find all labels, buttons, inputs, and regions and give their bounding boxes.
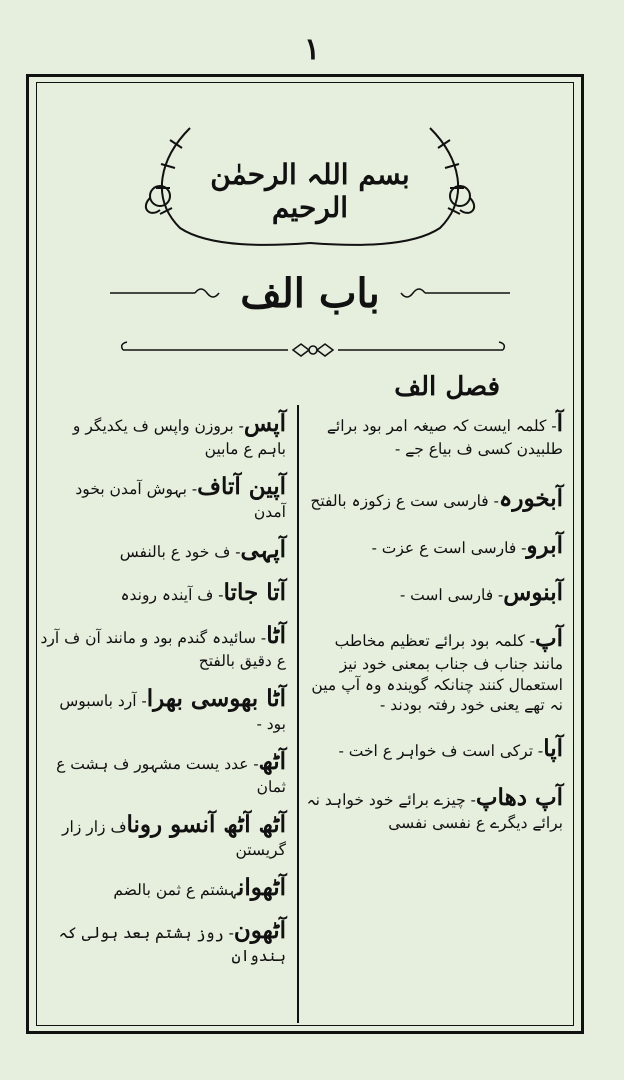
headword: آبرو [526, 531, 563, 559]
definition: - فارسی است - [400, 585, 504, 604]
headword: آپ [534, 625, 563, 653]
headword: آبنوس [503, 578, 563, 606]
chapter-heading [100, 268, 520, 318]
dictionary-entry [40, 622, 286, 671]
definition: - ف خود ع بالنفس [119, 543, 241, 562]
dictionary-entry [40, 685, 286, 734]
headword: آپا [543, 735, 563, 763]
headword: آٹا [266, 621, 286, 649]
dictionary-entry [305, 410, 563, 459]
right-column [305, 410, 573, 833]
definition: - ترکی است ف خواہر ع اخت - [338, 742, 544, 761]
dictionary-entry [40, 473, 286, 522]
dictionary-entry [40, 536, 286, 565]
page-number: ۱ [303, 32, 321, 67]
headword: آٹھ آٹھ آنسو رونا [126, 811, 286, 839]
dictionary-entry [40, 410, 286, 459]
chapter-title: باب الف [240, 270, 380, 317]
definition: - کلمہ بود برائے تعظیم مخاطب مانند جناب ف جناب بمعنی خود نیز استعمال کنند چنانکہ گویندہ وہ آپ مین نہ تھے یعنی خود رفتہ بودند - [311, 632, 563, 714]
definition: ف زار زار گریستن [62, 818, 286, 859]
dictionary-entry [305, 735, 563, 764]
dictionary-entry [305, 532, 563, 561]
headword: آ [556, 410, 563, 437]
headword: آٹھ [258, 748, 286, 775]
definition: - روز ہشتم بعد ہولی کہ ہندوان [58, 924, 286, 965]
headword: آبخورہ [498, 485, 563, 513]
definition: - بہوش آمدن بخود آمدن [75, 480, 286, 521]
definition: - چیزے برائے خود خواہد نہ برائے دیگرے ع نفسی نفسی [306, 791, 563, 832]
column-divider [297, 405, 299, 1023]
headword: آپ دھاپ [475, 784, 563, 811]
left-column [40, 410, 292, 966]
dictionary-entry [305, 625, 563, 715]
definition: - فارسی ست ع زکوزہ بالفتح [310, 492, 499, 511]
definition: - بروزن واپس ف یکدیگر و باہم ع مابین [72, 417, 286, 458]
definition: - ف آیندہ روندہ [120, 586, 224, 604]
dictionary-entry [305, 485, 563, 514]
definition: - سائیدہ گندم بود و مانند آن ف آرد ع دقیق بالفتح [40, 628, 286, 670]
headword: آٹا بھوسی بھرا [146, 684, 286, 712]
headword: آپہی [240, 536, 286, 564]
headword: آتا جاتا [223, 579, 286, 606]
definition: - آرد باسبوس بود - [59, 691, 286, 733]
definition: ہشتم ع ثمن بالضم [113, 881, 238, 900]
section-title: فصل الف [394, 372, 500, 402]
definition: - فارسی است ع عزت - [371, 538, 527, 557]
headword: آپس [243, 410, 286, 437]
dictionary-entry [40, 579, 286, 608]
headword: آٹھوان [237, 874, 286, 902]
dictionary-entry [40, 917, 286, 966]
dictionary-entry [40, 748, 286, 797]
divider-ornament [118, 335, 508, 365]
dictionary-entry [40, 874, 286, 903]
dictionary-entry [305, 579, 563, 608]
headword: آپین آتاف [197, 473, 286, 501]
bismillah: بسم اللہ الرحمٰن الرحیم [210, 158, 410, 224]
definition: - عدد یست مشہور ف ہشت ع ثمان [56, 755, 286, 796]
definition: - کلمہ ایست کہ صیغہ امر بود برائے طلبیدن کسی ف بیاع جے - [326, 417, 563, 458]
headword: آٹھون [233, 917, 286, 944]
dictionary-entry [305, 784, 563, 833]
dictionary-entry [40, 811, 286, 860]
